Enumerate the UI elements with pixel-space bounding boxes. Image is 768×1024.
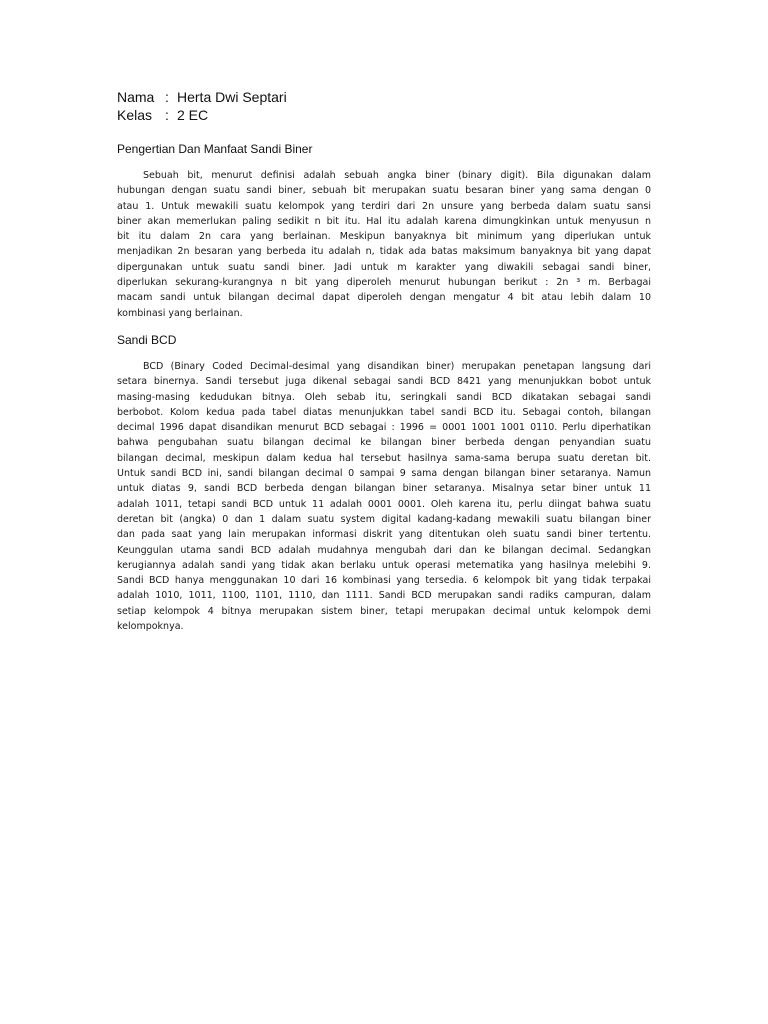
student-info — [117, 88, 287, 124]
paragraph-line: Keunggulan utama sandi BCD adalah mudahnya mengubah dari dan ke bilangan decimal. Sedangkan — [117, 544, 651, 556]
paragraph-line: bahwa pengubahan suatu bilangan decimal ke bilangan biner berbeda dengan penyandian suatu — [117, 437, 651, 449]
paragraph-line: diperlukan sekurang-kurangnya n bit yang diperoleh menurut hubungan berikut : 2n ³ m. Berbagai — [117, 277, 651, 289]
paragraph-line: adalah 1011, tetapi sandi BCD untuk 11 adalah 0001 0001. Oleh karena itu, perlu diingat bahwa suatu — [117, 498, 651, 510]
paragraph-line: atau 1. Untuk mewakili suatu kelompok yang terdiri dari 2n unsure yang berbeda dalam suatu sansi — [117, 200, 651, 212]
paragraph-line: berbobot. Kolom kedua pada tabel diatas menunjukkan tabel sandi BCD itu. Sebagai contoh, bilangan — [117, 406, 651, 418]
paragraph-line: Sandi BCD hanya menggunakan 10 dari 16 kombinasi yang tersedia. 6 kelompok bit yang tidak terpakai — [117, 575, 651, 587]
class-row — [117, 106, 287, 124]
name-label: Nama — [117, 89, 155, 105]
paragraph-line: decimal 1996 dapat disandikan menurut BCD sebagai : 1996 = 0001 1001 1001 0110. Perlu diperhatikan — [117, 422, 651, 434]
paragraph-line: setara binernya. Sandi tersebut juga dikenal sebagai sandi BCD 8421 yang menunjukkan bobot untuk — [117, 376, 651, 388]
paragraph-line: kerugiannya adalah sandi yang tidak akan berlaku untuk operasi metematika yang hasilnya melebihi 9. — [117, 559, 651, 571]
paragraph-line: BCD (Binary Coded Decimal-desimal yang disandikan biner) merupakan penetapan langsung dari — [143, 361, 651, 372]
name-row — [117, 88, 287, 106]
paragraph-line: bilangan decimal, meskipun dalam kedua hal tersebut hasilnya sama-sama berupa suatu deretan bit. — [117, 452, 651, 464]
paragraph-line: untuk diatas 9, sandi BCD berbeda dengan bilangan biner setaranya. Misalnya setar biner untuk 11 — [117, 483, 651, 495]
paragraph-line: dipergunakan untuk suatu sandi biner. Jadi untuk m karakter yang diwakili sebagai sandi biner, — [117, 261, 651, 273]
paragraph-line: masing-masing kedudukan bitnya. Oleh sebab itu, seringkali sandi BCD dikatakan sebagai sandi — [117, 391, 651, 403]
paragraph-line: deretan bit (angka) 0 dan 1 dalam suatu system digital kadang-kadang mewakili suatu bilangan biner — [117, 513, 651, 525]
section-title-binary-code: Pengertian Dan Manfaat Sandi Biner — [117, 142, 313, 156]
paragraph-line: adalah 1010, 1011, 1100, 1101, 1110, dan 1111. Sandi BCD merupakan sandi radiks campuran, dalam — [117, 590, 651, 602]
paragraph-line: setiap kelompok 4 bitnya merupakan sistem biner, tetapi merupakan decimal untuk kelompok demi — [117, 605, 651, 617]
name-value: Herta Dwi Septari — [177, 89, 287, 105]
paragraph-line: kombinasi yang berlainan. — [117, 307, 243, 319]
class-value: 2 EC — [177, 107, 209, 123]
section-title-bcd: Sandi BCD — [117, 333, 177, 347]
class-separator: : — [165, 107, 169, 123]
paragraph-line: menjadikan 2n besaran yang berbeda itu adalah n, tidak ada batas maksimum banyaknya bit yang dapat — [117, 246, 651, 258]
paragraph-line: kelompoknya. — [117, 621, 184, 633]
paragraph-line: Sebuah bit, menurut definisi adalah sebuah angka biner (binary digit). Bila digunakan dalam — [143, 170, 651, 181]
paragraph-line: bit itu dalam 2n cara yang berlainan. Meskipun banyaknya bit minimum yang diperlukan untuk — [117, 231, 651, 243]
name-separator: : — [165, 89, 169, 105]
paragraph-line: dan pada saat yang lain merupakan informasi diskrit yang ditentukan oleh suatu sandi biner tertentu. — [117, 529, 651, 541]
paragraph-bcd — [117, 359, 651, 634]
paragraph-line: Untuk sandi BCD ini, sandi bilangan decimal 0 sampai 9 sama dengan bilangan biner setaranya. Namun — [117, 468, 651, 480]
paragraph-line: hubungan dengan suatu sandi biner, sebuah bit merupakan suatu besaran biner yang sama dengan 0 — [117, 185, 651, 197]
paragraph-binary-code — [117, 168, 651, 321]
class-label: Kelas — [117, 107, 153, 123]
paragraph-line: biner akan memerlukan paling sedikit n bit itu. Hal itu adalah karena dimungkinkan untuk menyusun n — [117, 215, 651, 227]
paragraph-line: macam sandi untuk bilangan decimal dapat diperoleh dengan mengatur 4 bit atau lebih dalam 10 — [117, 292, 651, 304]
